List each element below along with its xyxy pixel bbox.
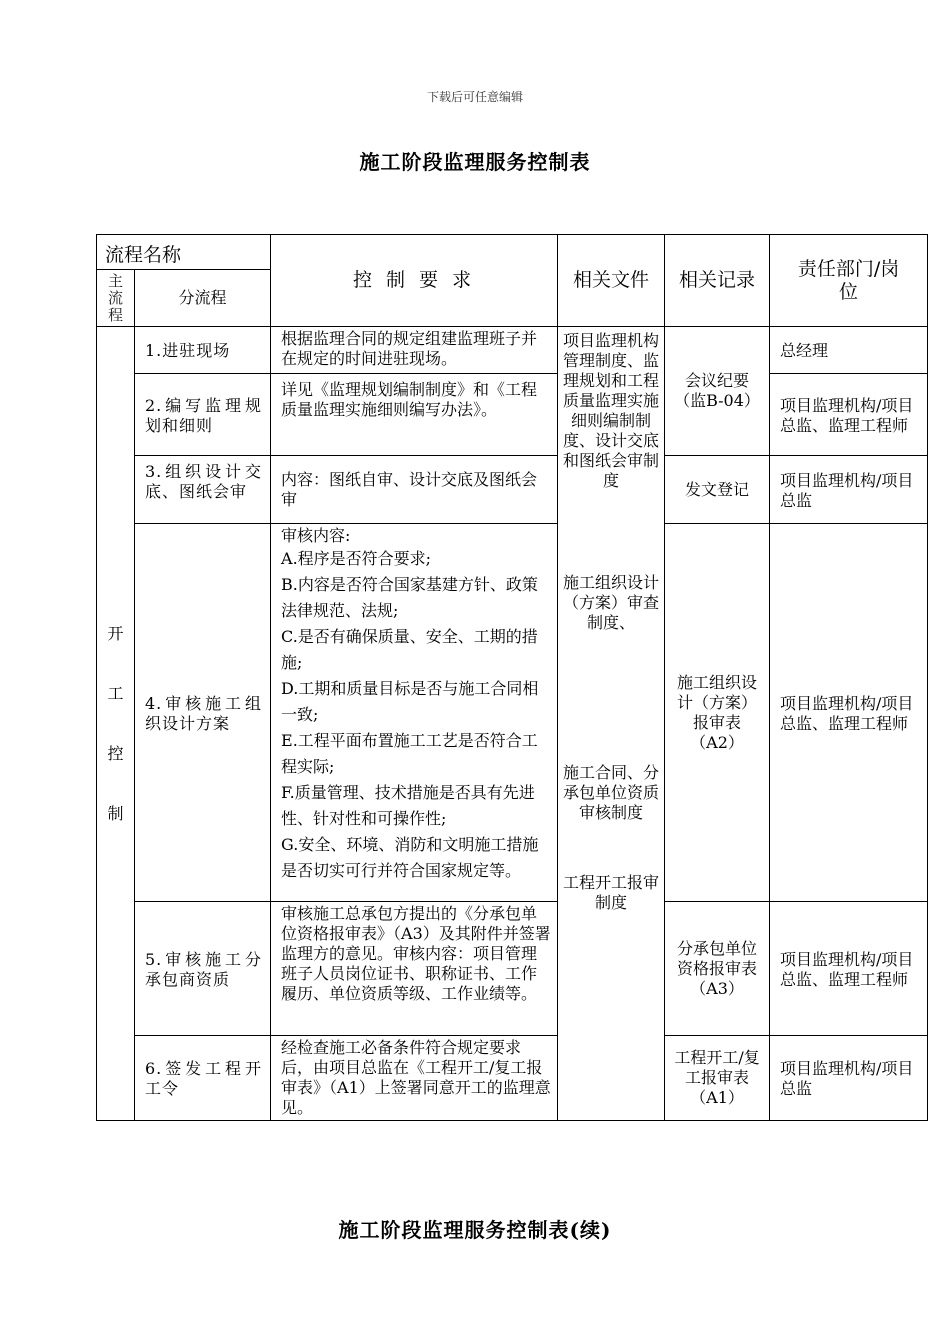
requirement-2: 详见《监理规划编制制度》和《工程质量监理实施细则编写办法》。 (271, 374, 558, 456)
continued-title: 施工阶段监理服务控制表(续) (338, 1218, 612, 1242)
record-1: 会议纪要（监B-04） (665, 327, 770, 456)
requirement-4-item: F.质量管理、技术措施是否具有先进性、针对性和可操作性; (281, 783, 535, 828)
requirement-4-item: C.是否有确保质量、安全、工期的措施; (281, 627, 538, 672)
dept-5: 项目监理机构/项目总监、监理工程师 (770, 902, 928, 1036)
header-related-files: 相关文件 (558, 235, 665, 327)
sub-flow-5: 5.审核施工分承包商资质 (135, 902, 271, 1036)
related-files-cell (558, 327, 665, 1121)
control-table (96, 234, 928, 1121)
sub-flow-1: 1.进驻现场 (135, 327, 271, 374)
record-5: 分承包单位资格报审表（A3） (665, 902, 770, 1036)
header-sub-flow: 分流程 (135, 270, 271, 327)
related-file-4: 工程开工报审制度 (563, 873, 660, 912)
header-flow-name: 流程名称 (97, 235, 271, 270)
sub-flow-3: 3.组织设计交底、图纸会审 (135, 456, 271, 524)
header-note: 下载后可任意编辑 (426, 90, 523, 104)
dept-2: 项目监理机构/项目总监、监理工程师 (770, 374, 928, 456)
sub-flow-4: 4.审核施工组织设计方案 (135, 524, 271, 902)
dept-6: 项目监理机构/项目总监 (770, 1036, 928, 1121)
requirement-4 (271, 524, 558, 902)
header-main-flow: 主流程 (97, 270, 135, 327)
requirement-1: 根据监理合同的规定组建监理班子并在规定的时间进驻现场。 (271, 327, 558, 374)
sub-flow-6: 6.签发工程开工令 (135, 1036, 271, 1121)
dept-4: 项目监理机构/项目总监、监理工程师 (770, 524, 928, 902)
related-file-1: 项目监理机构管理制度、监理规划和工程质量监理实施细则编制制度、设计交底和图纸会审制度 (563, 331, 660, 490)
header-responsible: 责任部门/岗位 (770, 235, 928, 327)
page-title: 施工阶段监理服务控制表 (359, 150, 591, 174)
main-flow-char: 开 (107, 623, 124, 643)
header-control-requirements: 控 制 要 求 (271, 235, 558, 327)
main-flow-cell (97, 327, 135, 1121)
main-flow-char: 工 (107, 683, 124, 703)
header-related-records: 相关记录 (665, 235, 770, 327)
requirement-4-item: G.安全、环境、消防和文明施工措施是否切实可行并符合国家规定等。 (281, 835, 539, 880)
record-6: 工程开工/复工报审表（A1） (665, 1036, 770, 1121)
requirement-4-title: 审核内容: (281, 526, 351, 545)
related-file-3: 施工合同、分承包单位资质审核制度 (563, 763, 660, 822)
dept-1: 总经理 (770, 327, 928, 374)
requirement-4-item: B.内容是否符合国家基建方针、政策法律规范、法规; (281, 575, 538, 620)
dept-3: 项目监理机构/项目总监 (770, 456, 928, 524)
related-file-2: 施工组织设计（方案）审查制度、 (563, 573, 660, 632)
sub-flow-2: 2.编写监理规划和细则 (135, 374, 271, 456)
requirement-6: 经检查施工必备条件符合规定要求后，由项目总监在《工程开工/复工报审表》（A1）上签署同意开工的监理意见。 (271, 1036, 558, 1121)
main-flow-char: 控 (107, 743, 124, 763)
requirement-4-item: A.程序是否符合要求; (281, 549, 432, 568)
requirement-4-item: E.工程平面布置施工工艺是否符合工程实际; (281, 731, 538, 776)
record-4: 施工组织设计（方案）报审表（A2） (665, 524, 770, 902)
main-flow-char: 制 (107, 803, 124, 823)
requirement-4-item: D.工期和质量目标是否与施工合同相一致; (281, 679, 539, 724)
requirement-3: 内容：图纸自审、设计交底及图纸会审 (271, 456, 558, 524)
requirement-5: 审核施工总承包方提出的《分承包单位资格报审表》（A3）及其附件并签署监理方的意见。审核内容：项目管理班子人员岗位证书、职称证书、工作履历、单位资质等级、工作业绩等。 (271, 902, 558, 1036)
record-2: 发文登记 (665, 456, 770, 524)
